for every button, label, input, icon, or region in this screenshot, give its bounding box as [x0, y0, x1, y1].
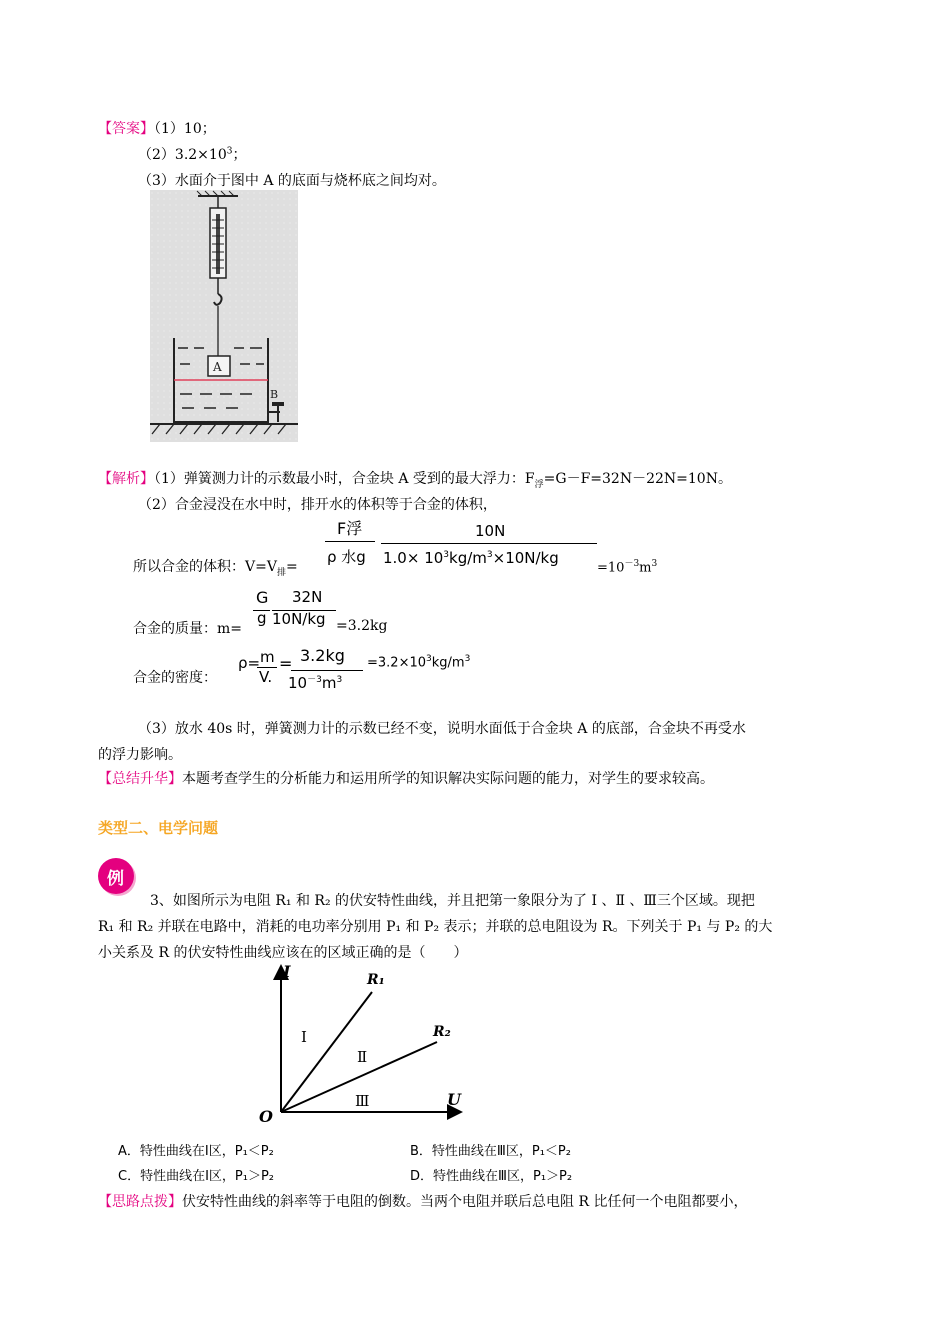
analysis-line-3b: 的浮力影响。	[98, 747, 182, 763]
mass-prefix: 合金的质量：m=	[133, 621, 243, 637]
analysis-tag: 【解析】	[98, 471, 154, 487]
density-frac2-den: $10^{-3}m^3$	[288, 674, 343, 692]
density-frac2-num: 3.2kg	[300, 646, 345, 665]
y-axis-label: I	[283, 962, 291, 981]
x-axis-label: U	[447, 1090, 461, 1109]
summary-line: 【总结升华】本题考查学生的分析能力和运用所学的知识解决实际问题的能力，对学生的要求较高。	[98, 771, 714, 787]
mass-result: =3.2kg	[336, 618, 388, 634]
option-b[interactable]: B．特性曲线在Ⅲ区，P₁＜P₂	[410, 1144, 571, 1159]
example-badge-text: 例	[107, 869, 124, 889]
region-1-label: Ⅰ	[301, 1028, 307, 1046]
answer-line-3: （3）水面介于图中 A 的底面与烧杯底之间均对。	[138, 173, 446, 189]
option-a[interactable]: A．特性曲线在Ⅰ区，P₁＜P₂	[118, 1144, 274, 1159]
analysis-line-1: 【解析】（1）弹簧测力计的示数最小时，合金块 A 受到的最大浮力：$F_浮=G-F=32N-22N=10N$。	[98, 471, 732, 490]
r2-label: R₂	[433, 1024, 451, 1040]
volume-prefix: 所以合金的体积：$V=V_排=$	[133, 559, 298, 578]
hint-line: 【思路点拨】伏安特性曲线的斜率等于电阻的倒数。当两个电阻并联后总电阻 R 比任何一个电阻都要小，	[98, 1194, 748, 1210]
mass-frac1-den: g	[257, 609, 267, 627]
tap-b-label: B	[270, 388, 279, 401]
question-line-1: 3、如图所示为电阻 R₁ 和 R₂ 的伏安特性曲线，并且把第一象限分为了 Ⅰ 、Ⅱ 、Ⅲ三个区域。现把	[150, 893, 755, 909]
volume-frac1-num: F浮	[337, 519, 363, 538]
volume-result: $=10^{-3}m^3$	[597, 559, 658, 576]
analysis-line-2: （2）合金浸没在水中时，排开水的体积等于合金的体积，	[138, 497, 497, 513]
answer-line-1: 【答案】（1）10；	[98, 121, 216, 137]
volume-frac2-den: $1.0\times 10^3kg/m^3\times 10N/kg$	[383, 549, 559, 567]
origin-label: O	[259, 1107, 273, 1124]
block-a-label: A	[213, 360, 222, 374]
question-line-3: 小关系及 R 的伏安特性曲线应该在的区域正确的是（ ）	[98, 945, 468, 961]
density-result: $=3.2\times 10^3kg/m^3$	[367, 654, 471, 671]
spring-scale-figure	[150, 190, 298, 442]
example-badge	[98, 858, 134, 894]
volume-frac2-num: 10N	[475, 522, 506, 540]
analysis-line-3a: （3）放水 40s 时，弹簧测力计的示数已经不变，说明水面低于合金块 A 的底部，合金块不再受水	[138, 721, 746, 737]
density-prefix: 合金的密度：	[133, 670, 217, 686]
region-3-label: Ⅲ	[355, 1092, 370, 1110]
iv-characteristic-graph	[255, 962, 470, 1124]
question-line-2: R₁ 和 R₂ 并联在电路中，消耗的电功率分别用 P₁ 和 P₂ 表示；并联的总电阻设为 R。下列关于 P₁ 与 P₂ 的大	[98, 919, 773, 935]
r1-label: R₁	[367, 972, 385, 988]
answer-1-value: 10；	[183, 121, 216, 137]
mass-frac1-num: G	[256, 588, 269, 607]
region-2-label: Ⅱ	[357, 1048, 368, 1066]
volume-frac1-den: ρ 水g	[327, 548, 366, 566]
mass-frac2-num: 32N	[292, 588, 323, 606]
mass-frac2-den: 10N/kg	[272, 610, 326, 628]
hint-tag: 【思路点拨】	[98, 1194, 182, 1210]
answer-tag: 【答案】	[98, 121, 154, 137]
option-c[interactable]: C．特性曲线在Ⅰ区，P₁＞P₂	[118, 1169, 275, 1184]
density-frac1-num: m	[260, 648, 275, 666]
option-d[interactable]: D．特性曲线在Ⅲ区，P₁＞P₂	[410, 1169, 573, 1184]
density-eq: =	[279, 654, 293, 673]
answer-line-2: $(2)3.2\times 10^3$；	[138, 146, 247, 163]
density-rho: ρ=	[238, 654, 261, 672]
density-frac1-den: V.	[259, 668, 273, 686]
section-title: 类型二、电学问题	[98, 819, 219, 837]
summary-tag: 【总结升华】	[98, 771, 182, 787]
